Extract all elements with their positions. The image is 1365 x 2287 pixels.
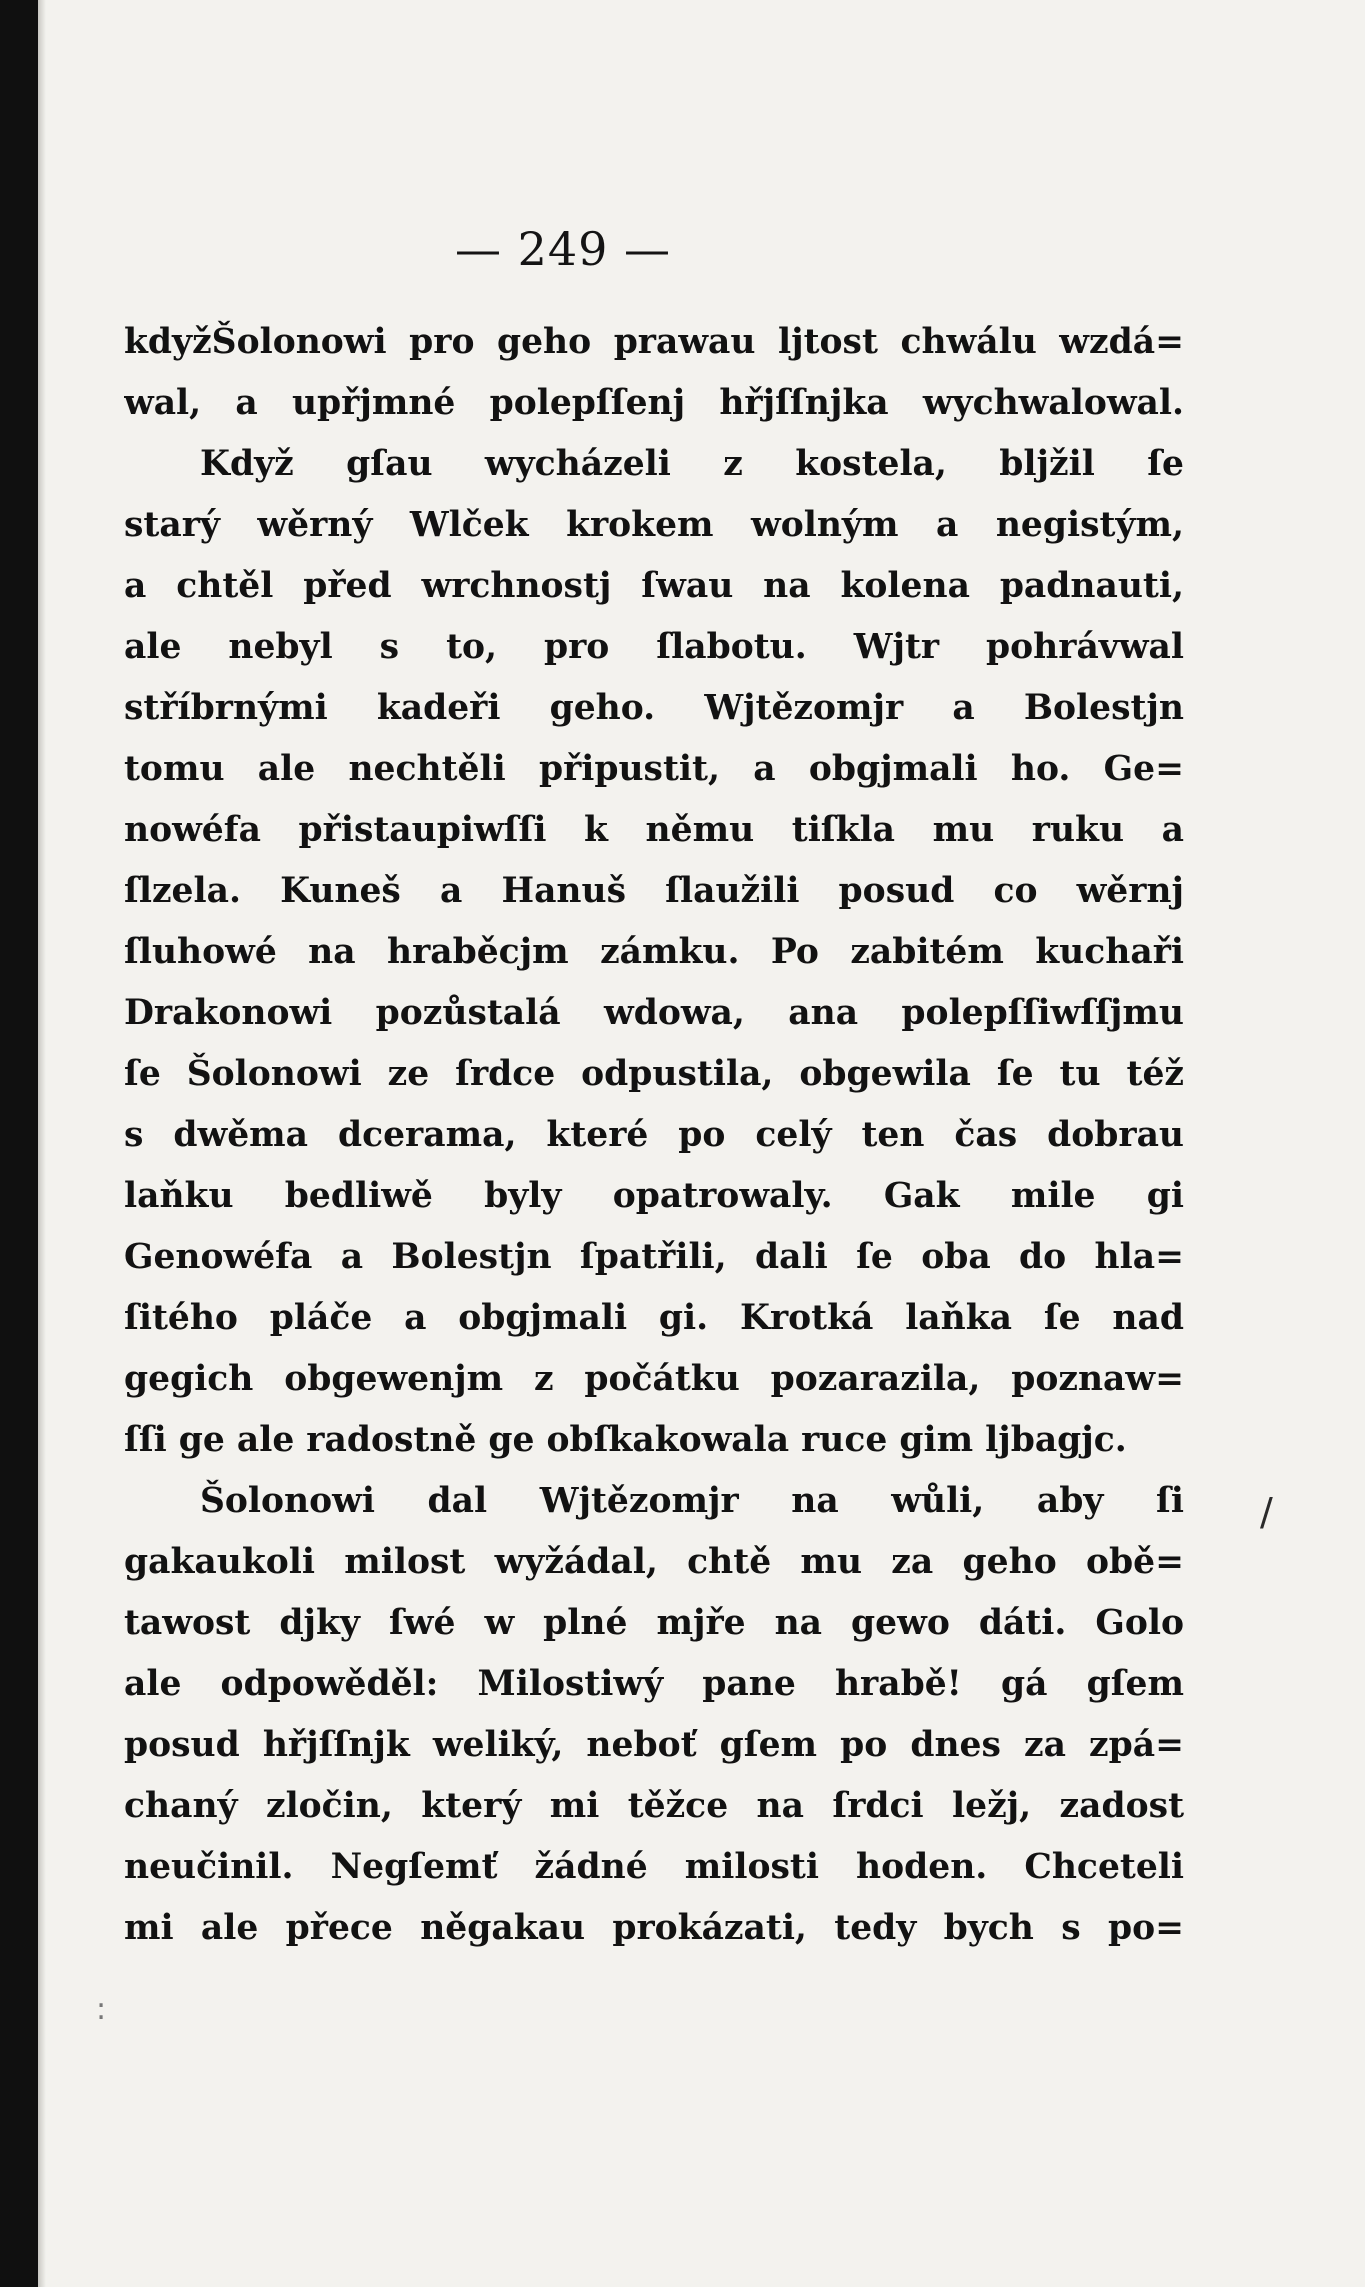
text-line: gegich obgewenjm z počátku pozarazila, poznaw= xyxy=(124,1359,1184,1399)
text-line: ſitého pláče a obgjmali gi. Krotká laňka ſe nad xyxy=(124,1298,1184,1338)
text-line: Drakonowi pozůstalá wdowa, ana polepſſiwſſjmu xyxy=(124,993,1184,1033)
text-line: Genowéfa a Bolestjn ſpatřili, dali ſe oba do hla= xyxy=(124,1237,1184,1277)
text-line: stříbrnými kadeři geho. Wjtězomjr a Bolestjn xyxy=(124,688,1184,728)
text-line: Šolonowi dal Wjtězomjr na wůli, aby ſi xyxy=(200,1481,1184,1521)
margin-mark-colon: : xyxy=(96,1992,107,2027)
text-line: ſſi ge ale radostně ge obſkakowala ruce gim ljbagjc. xyxy=(124,1420,1127,1460)
text-line: nowéfa přistaupiwſſi k němu tiſkla mu ruku a xyxy=(124,810,1184,850)
text-line: s dwěma dcerama, které po celý ten čas dobrau xyxy=(124,1115,1184,1155)
text-line: ſlzela. Kuneš a Hanuš ſlaužili posud co wěrnj xyxy=(124,871,1184,911)
text-line: wal, a upřjmné polepſſenj hřjſſnjka wychwalowal. xyxy=(124,383,1184,423)
page-edge-shadow xyxy=(38,0,46,2287)
text-line: gakaukoli milost wyžádal, chtě mu za geho obě= xyxy=(124,1542,1184,1582)
text-line: laňku bedliwě byly opatrowaly. Gak mile gi xyxy=(124,1176,1184,1216)
book-page xyxy=(38,0,1365,2287)
text-line: tawost djky ſwé w plné mjře na gewo dáti. Golo xyxy=(124,1603,1184,1643)
body-text xyxy=(124,312,1184,1959)
text-line: neučinil. Negſemť žádné milosti hoden. Chceteli xyxy=(124,1847,1184,1887)
page-number: — 249 — xyxy=(454,222,672,276)
text-line: ale odpowěděl: Milostiwý pane hrabě! gá gſem xyxy=(124,1664,1184,1704)
text-line: mi ale přece něgakau prokázati, tedy bych s po= xyxy=(124,1908,1184,1948)
text-line: starý wěrný Wlček krokem wolným a negistým, xyxy=(124,505,1184,545)
margin-mark-slash: / xyxy=(1260,1490,1273,1534)
text-line: ſe Šolonowi ze ſrdce odpustila, obgewila ſe tu též xyxy=(124,1054,1184,1094)
text-line: Když gſau wycházeli z kostela, blјžil ſe xyxy=(200,444,1184,484)
text-line: kdyžŠolonowi pro geho prawau ljtost chwálu wzdá= xyxy=(124,322,1184,362)
text-line: ſluhowé na hraběcjm zámku. Po zabitém kuchaři xyxy=(124,932,1184,972)
text-line: posud hřjſſnjk weliký, neboť gſem po dnes za zpá= xyxy=(124,1725,1184,1765)
text-line: tomu ale nechtěli připustit, a obgjmali ho. Ge= xyxy=(124,749,1184,789)
text-line: chaný zločin, který mi těžce na ſrdci ležj, zadost xyxy=(124,1786,1184,1826)
text-line: ale nebyl s to, pro ſlabotu. Wjtr pohrávwal xyxy=(124,627,1184,667)
text-line: a chtěl před wrchnostj ſwau na kolena padnauti, xyxy=(124,566,1184,606)
